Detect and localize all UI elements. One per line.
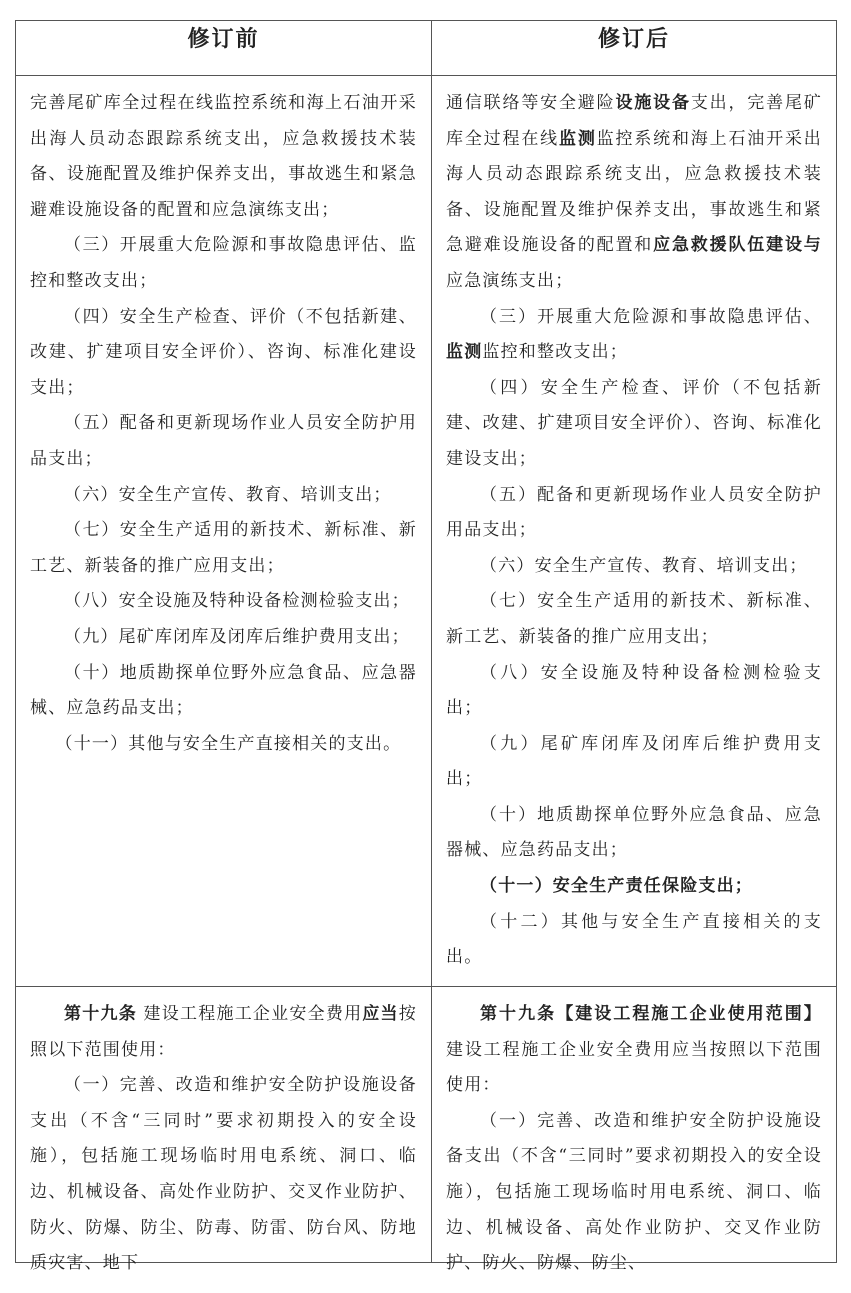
after-cell-1 (432, 76, 837, 987)
before-para: （八）安全设施及特种设备检测检验支出； (64, 591, 410, 612)
row-article-18-items (16, 76, 837, 987)
before-cell-2 (16, 987, 432, 1274)
revision-highlight: （十一）安全生产责任保险支出； (480, 876, 753, 897)
after-article-19: 第十九条【建设工程施工企业使用范围】建设工程施工企业安全费用应当按照以下范围使用： (446, 1004, 822, 1096)
before-cell-1 (16, 76, 432, 987)
before-para: 完善尾矿库全过程在线监控系统和海上石油开采出海人员动态跟踪系统支出，应急救援技术装备、设施配置及维护保养支出，事故逃生和紧急避难设施设备的配置和应急演练支出； (30, 93, 417, 220)
comparison-table (15, 20, 837, 1274)
article-title: 【建设工程施工企业使用范围】 (556, 1004, 822, 1024)
before-para: （六）安全生产宣传、教育、培训支出； (64, 484, 392, 505)
after-para: （十）地质勘探单位野外应急食品、应急器械、应急药品支出； (446, 804, 822, 861)
before-para: （十一）其他与安全生产直接相关的支出。 (55, 733, 402, 754)
before-para: （五）配备和更新现场作业人员安全防护用品支出； (30, 413, 417, 469)
revision-highlight: 监测 (558, 128, 597, 149)
revision-highlight: 监测 (446, 342, 483, 363)
header-before: 修订前 (16, 21, 432, 76)
header-row (16, 21, 837, 76)
after-para-last: （十二）其他与安全生产直接相关的支出。 (446, 911, 822, 968)
after-para-new-item (446, 869, 822, 905)
before-para: （三）开展重大危险源和事故隐患评估、监控和整改支出； (30, 235, 417, 291)
before-article-19-item: （一）完善、改造和维护安全防护设施设备支出（不含“三同时”要求初期投入的安全设施），包括施工现场临时用电系统、洞口、临边、机械设备、高处作业防护、交叉作业防护、防火、防爆、防尘、防毒、防雷、防台风、防地质灾害、地下 (30, 1075, 417, 1274)
article-number: 第十九条 (480, 1004, 557, 1024)
after-article-19-item: （一）完善、改造和维护安全防护设施设备支出（不含“三同时”要求初期投入的安全设施），包括施工现场临时用电系统、洞口、临边、机械设备、高处作业防护、交叉作业防护、防火、防爆、防尘、 (446, 1110, 822, 1274)
after-para-1: 通信联络等安全避险设施设备支出，完善尾矿库全过程在线监测监控系统和海上石油开采出海人员动态跟踪系统支出，应急救援技术装备、设施配置及维护保养支出，事故逃生和紧急避难设施设备的配置和应急救援队伍建设与应急演练支出； (446, 93, 822, 291)
header-after: 修订后 (432, 21, 837, 76)
after-para: （八）安全设施及特种设备检测检验支出； (446, 662, 822, 719)
revision-highlight: 设施设备 (615, 93, 691, 113)
after-para-2: （三）开展重大危险源和事故隐患评估、监测监控和整改支出； (446, 306, 822, 363)
after-para: （七）安全生产适用的新技术、新标准、新工艺、新装备的推广应用支出； (446, 591, 822, 647)
after-para: （六）安全生产宣传、教育、培训支出； (480, 555, 808, 576)
before-para: （四）安全生产检查、评价（不包括新建、改建、扩建项目安全评价）、咨询、标准化建设支出； (30, 306, 417, 398)
after-cell-2 (432, 987, 837, 1274)
revision-highlight: 应急救援队伍建设与 (653, 235, 822, 256)
after-para: （五）配备和更新现场作业人员安全防护用品支出； (446, 484, 822, 541)
before-para: （七）安全生产适用的新技术、新标准、新工艺、新装备的推广应用支出； (30, 520, 417, 576)
before-para: （九）尾矿库闭库及闭库后维护费用支出； (64, 626, 410, 647)
revision-highlight: 应当 (362, 1004, 399, 1024)
article-number: 第十九条 (64, 1004, 137, 1024)
before-article-19: 第十九条 建设工程施工企业安全费用应当按照以下范围使用： (30, 1004, 417, 1060)
after-para: （四）安全生产检查、评价（不包括新建、改建、扩建项目安全评价）、咨询、标准化建设支出； (446, 377, 822, 469)
before-para: （十）地质勘探单位野外应急食品、应急器械、应急药品支出； (30, 662, 417, 719)
after-para: （九）尾矿库闭库及闭库后维护费用支出； (446, 733, 822, 790)
row-article-19 (16, 987, 837, 1263)
